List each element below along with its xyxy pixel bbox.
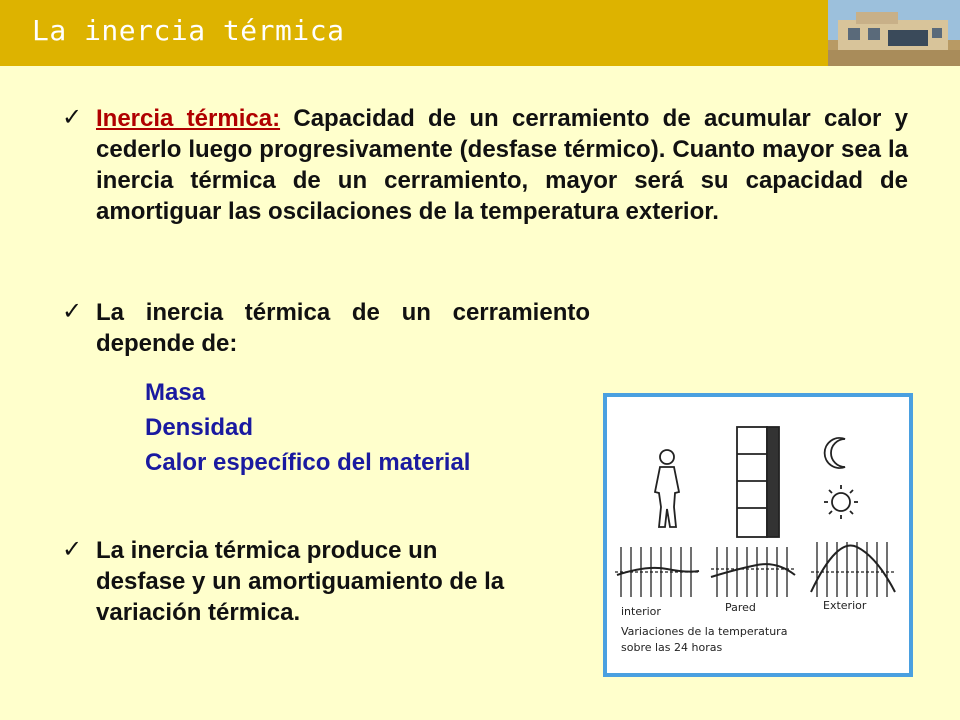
check-icon: ✓ <box>62 104 83 131</box>
label-interior: interior <box>621 605 661 618</box>
person-icon <box>655 450 679 527</box>
sun-icon <box>824 485 858 519</box>
factors-list <box>145 375 470 480</box>
label-exterior: Exterior <box>823 599 867 612</box>
graph-pared <box>711 547 795 597</box>
graph-interior <box>615 547 699 597</box>
check-icon: ✓ <box>62 536 83 563</box>
bullet-1-text <box>96 103 908 227</box>
wall-icon <box>737 427 779 537</box>
caption-line-2: sobre las 24 horas <box>621 641 723 654</box>
inertia-definition: Capacidad de un cerramiento de acumular calor y cederlo luego progresivamente (desfase térmico). Cuanto mayor sea la inercia térmica de un cerramiento, mayor será su capacidad de amortiguar las oscilaciones de la temperatura exterior. <box>96 105 909 225</box>
moon-icon <box>825 438 845 468</box>
bullet-2-text: La inercia térmica de un cerramiento depende de: <box>96 299 590 357</box>
factor-masa: Masa <box>145 379 206 406</box>
label-pared: Pared <box>725 601 756 614</box>
inertia-term: Inercia térmica: <box>96 105 281 132</box>
check-icon: ✓ <box>62 298 83 325</box>
caption-line-1: Variaciones de la temperatura <box>621 625 788 638</box>
bullet-3-text: La inercia térmica produce un desfase y un amortiguamiento de la variación térmica. <box>96 537 505 626</box>
thermal-inertia-figure <box>603 393 913 677</box>
header-bar <box>0 0 828 66</box>
factor-densidad: Densidad <box>145 414 254 441</box>
page-title: La inercia térmica <box>32 14 345 47</box>
house-photo <box>828 0 960 66</box>
graph-exterior <box>811 542 895 597</box>
factor-calor-especifico: Calor específico del material <box>145 449 471 476</box>
